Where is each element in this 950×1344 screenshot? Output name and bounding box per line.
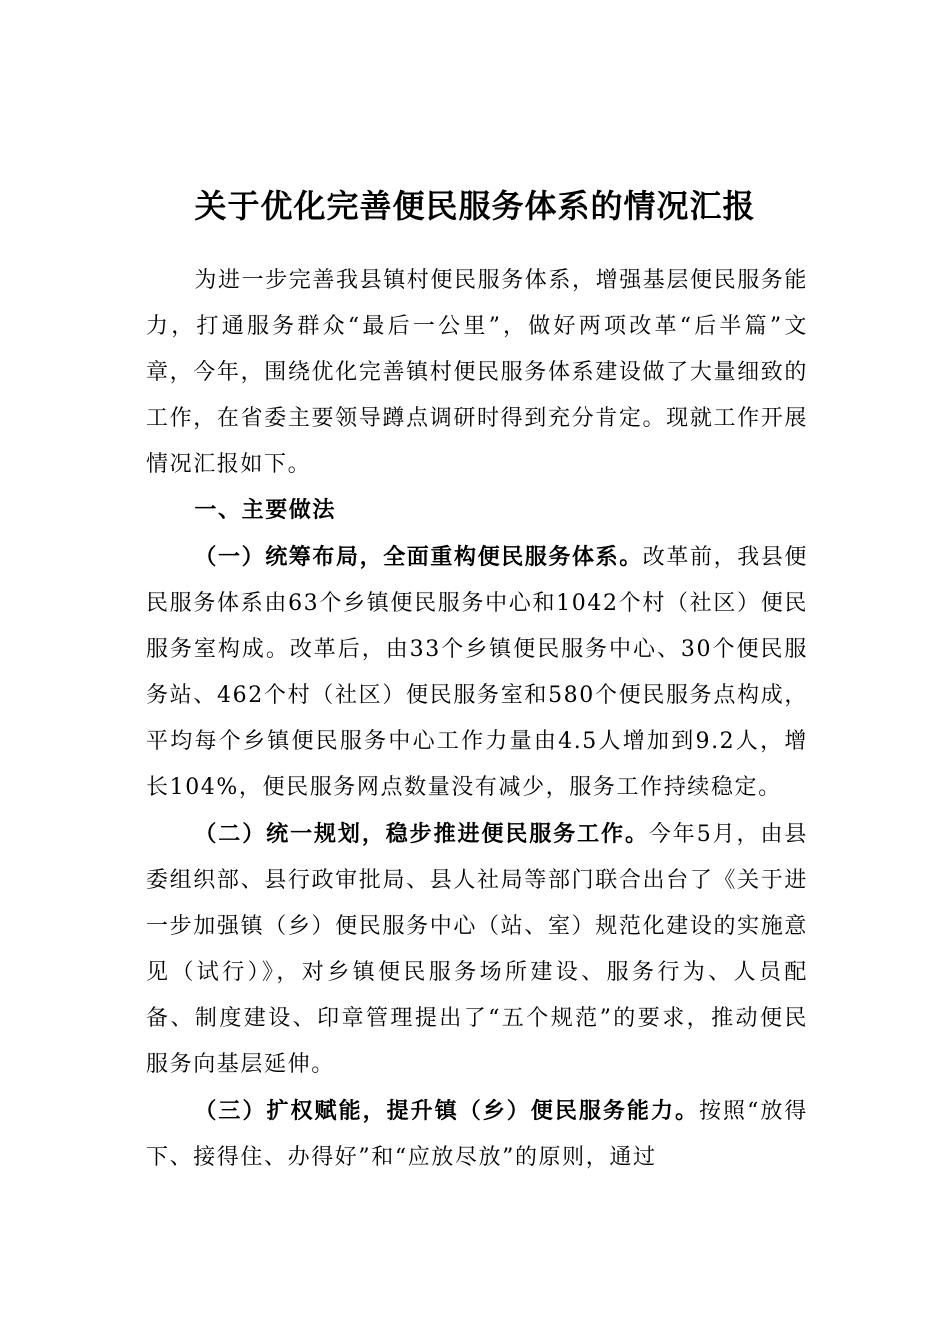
item-paragraph-3 bbox=[146, 1088, 808, 1181]
item-paragraph-2 bbox=[146, 811, 808, 1088]
item-text-1: 改革前，我县便民服务体系由63个乡镇便民服务中心和1042个村（社区）便民服务室构成。改革后，由33个乡镇便民服务中心、30个便民服务站、462个村（社区）便民服务室和580个便民服务点构成，平均每个乡镇便民服务中心工作力量由4.5人增加到9.2人，增长104%，便民服务网点数量没有减少，服务工作持续稳定。 bbox=[146, 545, 808, 800]
document-body bbox=[146, 258, 808, 1181]
section-heading: 一、主要做法 bbox=[194, 498, 336, 523]
item-lead-3: （三）扩权赋能，提升镇（乡）便民服务能力。 bbox=[194, 1098, 700, 1124]
item-lead-1: （一）统筹布局，全面重构便民服务体系。 bbox=[194, 544, 643, 570]
intro-paragraph: 为进一步完善我县镇村便民服务体系，增强基层便民服务能力，打通服务群众“最后一公里”，做好两项改革“后半篇”文章，今年，围绕优化完善镇村便民服务体系建设做了大量细致的工作，在省委主要领导蹲点调研时得到充分肯定。现就工作开展情况汇报如下。 bbox=[146, 268, 808, 477]
item-text-2: 今年5月，由县委组织部、县行政审批局、县人社局等部门联合出台了《关于进一步加强镇（乡）便民服务中心（站、室）规范化建设的实施意见（试行）》，对乡镇便民服务场所建设、服务行为、人员配备、制度建设、印章管理提出了“五个规范”的要求，推动便民服务向基层延伸。 bbox=[146, 822, 808, 1077]
item-lead-2: （二）统一规划，稳步推进便民服务工作。 bbox=[194, 821, 649, 847]
document-title: 关于优化完善便民服务体系的情况汇报 bbox=[194, 187, 756, 226]
item-text-3: 按照“放得下、接得住、办得好”和“应放尽放”的原则，通过 bbox=[146, 1099, 808, 1170]
item-paragraph-1 bbox=[146, 534, 808, 811]
